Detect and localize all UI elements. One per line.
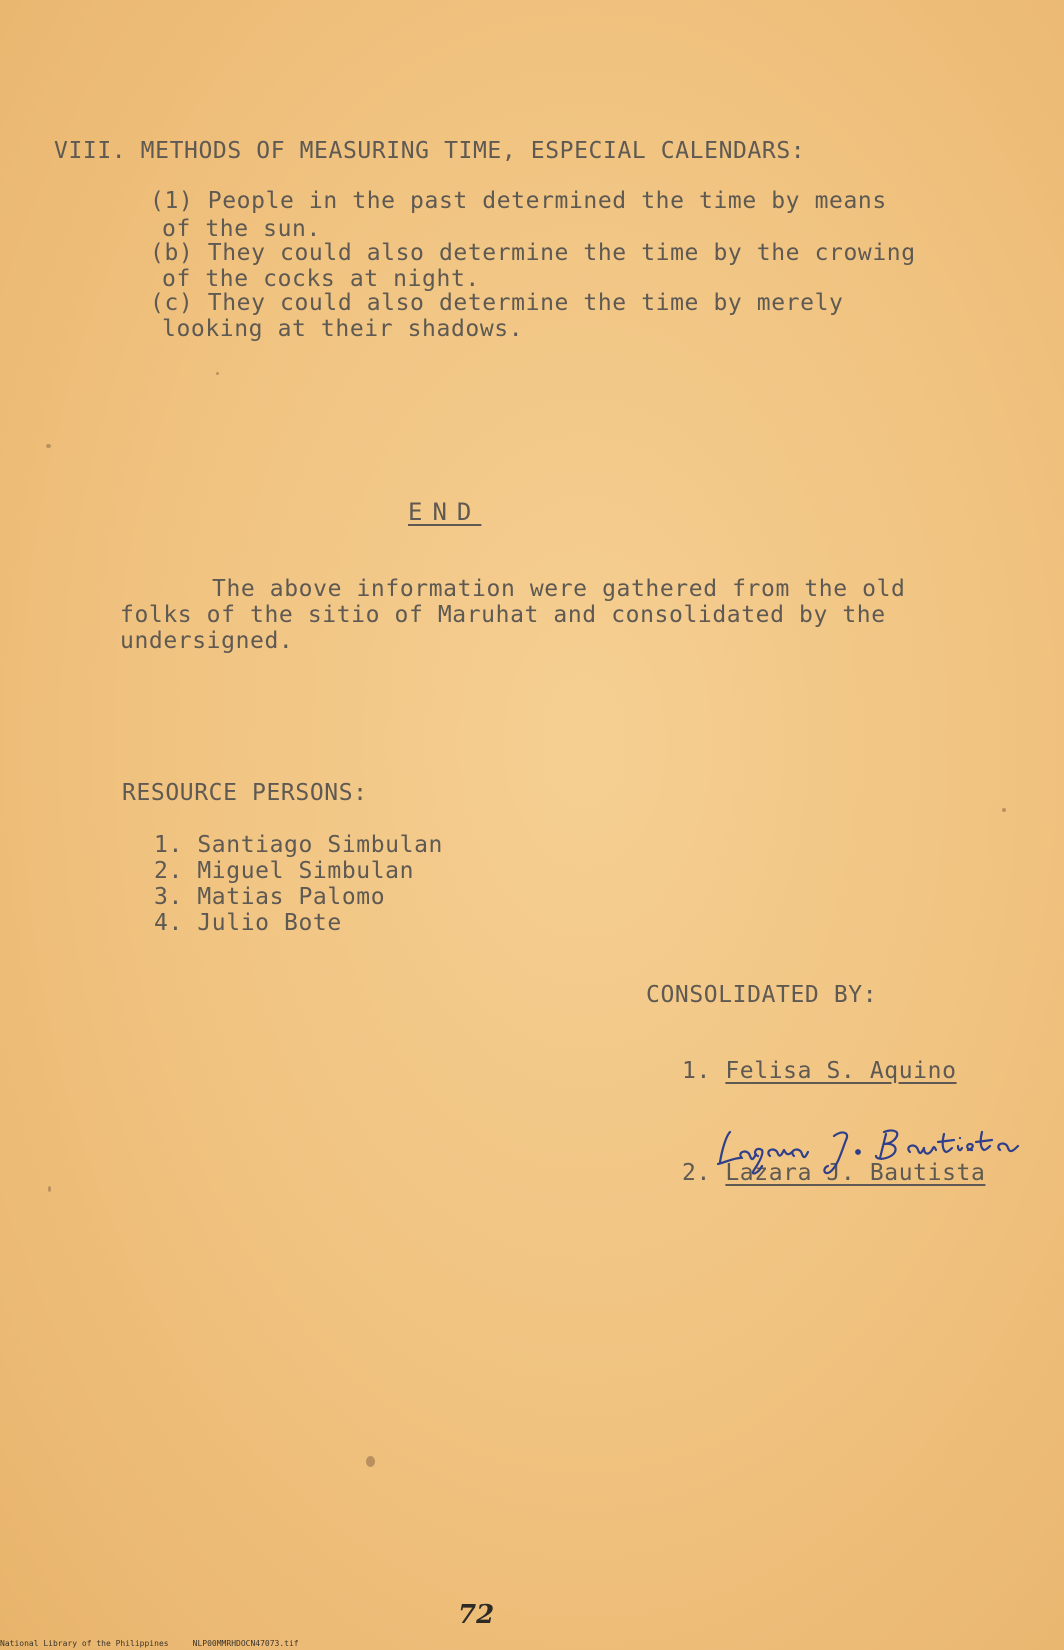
archive-footer: National Library of the Philippines NLP00MMRHDOCN47073.tif [0, 1639, 299, 1648]
resource-person-3 [154, 884, 385, 910]
person-name: Felisa S. Aquino [725, 1058, 957, 1084]
paper-speck [366, 1456, 375, 1467]
closing-line-2: folks of the sitio of Maruhat and consolidated by the [120, 602, 886, 628]
person-name: Julio Bote [197, 910, 342, 936]
consolidator-1 [682, 1058, 957, 1084]
resource-person-1 [154, 832, 443, 858]
closing-line-3: undersigned. [120, 628, 294, 654]
item-2-line-1: (b) They could also determine the time by the crowing [150, 240, 916, 266]
resource-person-2 [154, 858, 414, 884]
person-name: Matias Palomo [197, 884, 386, 910]
resource-persons-heading: RESOURCE PERSONS: [122, 780, 368, 806]
item-3-line-2: looking at their shadows. [162, 316, 524, 342]
resource-person-4 [154, 910, 342, 936]
closing-line-1: The above information were gathered from the old [212, 576, 906, 602]
item-1-line-2: of the sun. [162, 216, 321, 242]
page-number: 72 [458, 1600, 495, 1630]
paper-speck [216, 372, 219, 375]
person-name: Miguel Simbulan [197, 858, 415, 884]
list-number: 3. [154, 884, 183, 910]
end-title: END [408, 498, 482, 526]
section-heading: VIII. METHODS OF MEASURING TIME, ESPECIAL CALENDARS: [54, 138, 806, 164]
item-3-line-1: (c) They could also determine the time by merely [150, 290, 844, 316]
paper-speck [1002, 808, 1006, 812]
consolidated-heading: CONSOLIDATED BY: [646, 982, 878, 1008]
person-name: Lazara J. Bautista [725, 1160, 986, 1186]
paper-speck [46, 444, 51, 448]
item-1-line-1: (1) People in the past determined the time by means [150, 188, 887, 214]
list-number: 1. [154, 832, 183, 858]
handwritten-signature [712, 1122, 1042, 1182]
list-number: 2. [154, 858, 183, 884]
list-number: 1. [682, 1058, 711, 1084]
list-number: 4. [154, 910, 183, 936]
paper-speck [48, 1186, 51, 1192]
item-2-line-2: of the cocks at night. [162, 266, 480, 292]
person-name: Santiago Simbulan [197, 832, 443, 858]
list-number: 2. [682, 1160, 711, 1186]
